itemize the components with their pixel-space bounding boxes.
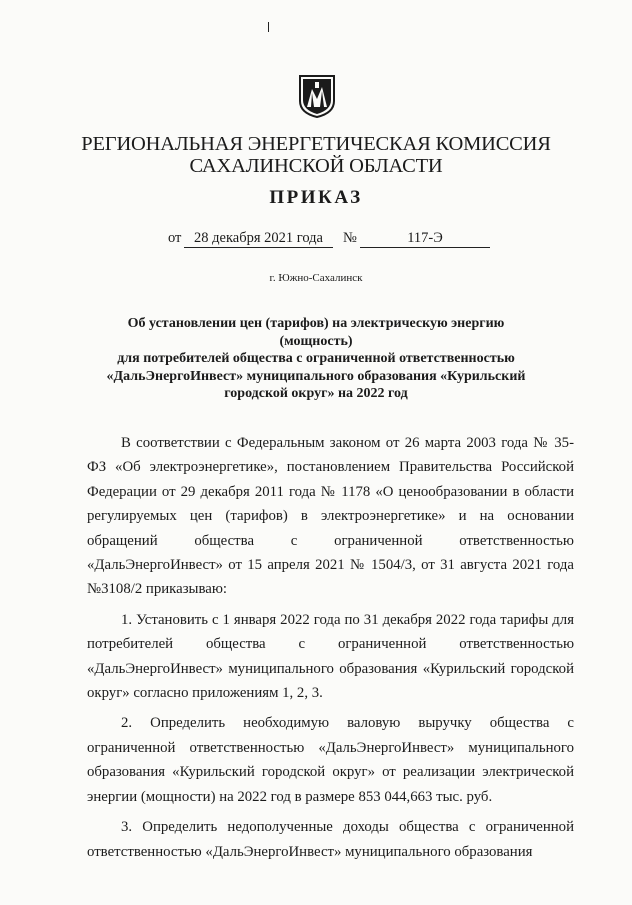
order-number: 117-Э	[360, 230, 490, 248]
point-1-paragraph: 1. Установить с 1 января 2022 года по 31 декабря 2022 года тарифы для потребителей общества с ограниченной ответственностью «ДальЭнергоИнвест» муниципального образования «Курильский городской округ» согласно приложениям 1, 2, 3.	[87, 611, 574, 702]
order-date: 28 декабря 2021 года	[184, 230, 333, 248]
subject-line: Об установлении цен (тарифов) на электрическую энергию (мощность)	[127, 316, 505, 349]
order-subject	[95, 315, 537, 403]
order-body	[87, 431, 574, 864]
scan-mark	[268, 22, 269, 32]
subject-line: для потребителей общества с ограниченной ответственностью	[117, 351, 515, 366]
date-number-line	[0, 230, 632, 250]
preamble-paragraph: В соответствии с Федеральным законом от 26 марта 2003 года № 35-ФЗ «Об электроэнергетике», постановлением Правительства Российской Федерации от 29 декабря 2011 года № 1178 «О ценообразовании в области регулируемых цен (тарифов) в электроэнергетике» и на основании обращений общества с ограниченной ответственностью «ДальЭнергоИнвест» от 15 апреля 2021 № 1504/3, от 31 августа 2021 года №3108/2 приказываю:	[87, 435, 574, 598]
city-name: г. Южно-Сахалинск	[269, 272, 363, 284]
document-type-title: ПРИКАЗ	[269, 187, 363, 208]
point-2-paragraph: 2. Определить необходимую валовую выручку общества с ограниченной ответственностью «ДальЭнергоИнвест» муниципального образования «Курильский городской округ» от реализации электрической энергии (мощности) на 2022 год в размере 853 044,663 тыс. руб.	[87, 715, 574, 805]
organization-name-line1: РЕГИОНАЛЬНАЯ ЭНЕРГЕТИЧЕСКАЯ КОМИССИЯ	[81, 133, 551, 155]
organization-name-line2: САХАЛИНСКОЙ ОБЛАСТИ	[189, 155, 443, 177]
date-prefix: от	[168, 230, 182, 246]
subject-line: городской округ» на 2022 год	[224, 386, 408, 401]
number-prefix: №	[343, 230, 357, 246]
subject-line: «ДальЭнергоИнвест» муниципального образования «Курильский	[106, 368, 526, 384]
coat-of-arms-icon	[297, 73, 337, 119]
point-3-paragraph: 3. Определить недополученные доходы общества с ограниченной ответственностью «ДальЭнергоИнвест» муниципального образования	[87, 819, 574, 860]
